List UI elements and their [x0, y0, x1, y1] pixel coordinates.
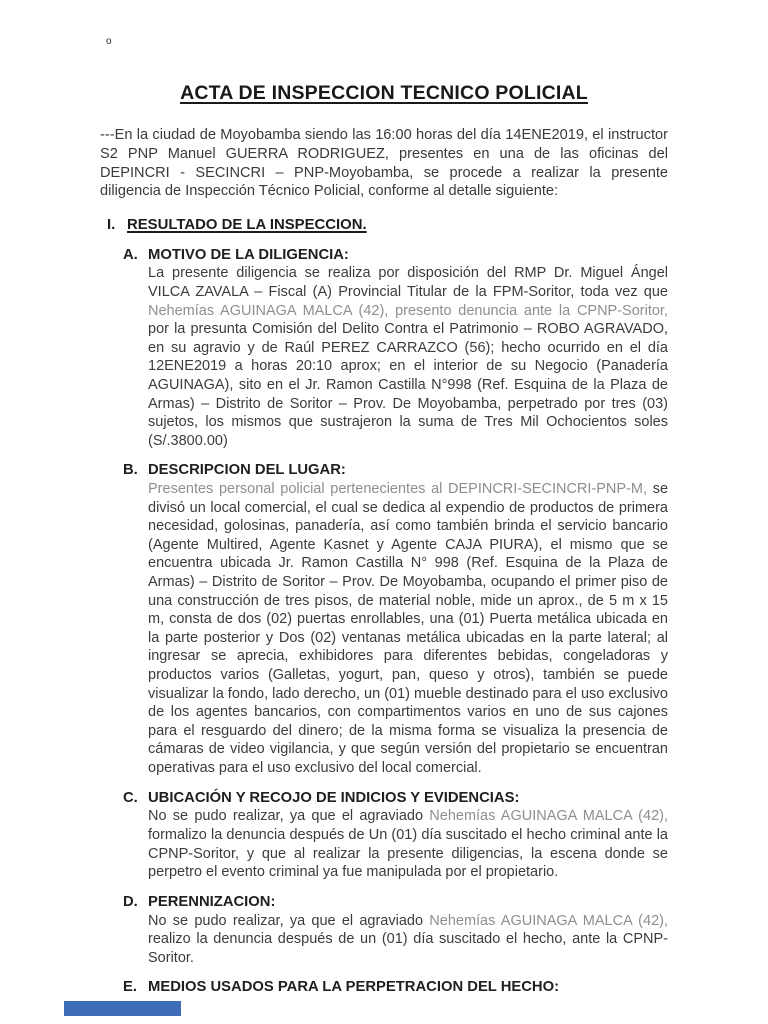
- item-body: [148, 480, 668, 778]
- body-text: se divisó un local comercial, el cual se dedica al expendio de productos de primera necesidad, golosinas, panadería, así como también brinda el servicio bancario (Agente Multired, Agente Kasnet y Agente CAJA PIURA), el mismo que se encuentra ubicada Jr. Ramon Castilla N° 998 (Ref. Esquina de la Plaza de Armas) – Distrito de Soritor – Prov. De Moyobamba, ocupando el primer piso de una construcción de tres pisos, de material noble, mide un aprox., de 5 m x 15 m, consta de dos (02) puertas enrollables, una (01) Puerta metálica ubicada en la parte posterior y Dos (02) ventanas metálica ubicadas en la parte lateral; al ingresar se aprecia, exhibidores para diferentes bebidas, congeladoras y productos varios (Galletas, yogurt, pan, queso y otros), también se puede visualizar la fondo, lado derecho, un (01) mueble destinado para el uso exclusivo de los agentes bancarios, con compartimentos varios en uno de sus cajones para el resguardo del dinero; de la misma forma se visualiza la presencia de cámaras de video vigilancia, y que según versión del propietario se encuentran operativas para el uso exclusivo del local comercial.: [148, 481, 669, 777]
- item-body: [148, 264, 668, 450]
- item-heading: [123, 789, 668, 808]
- item-heading: [123, 978, 668, 997]
- item-heading-text: MOTIVO DE LA DILIGENCIA:: [148, 246, 349, 263]
- body-text: realizo la denuncia después de un (01) día suscitado el hecho, ante la CPNP-Soritor.: [148, 931, 668, 966]
- degree-mark: o: [106, 36, 112, 47]
- body-text: No se pudo realizar, ya que el agraviado: [148, 912, 430, 929]
- item-heading-text: DESCRIPCION DEL LUGAR:: [148, 462, 346, 479]
- section-heading-resultado: [107, 216, 668, 235]
- body-text-faded: Nehemías AGUINAGA MALCA (42), presento denuncia ante la CPNP-Soritor,: [148, 302, 668, 319]
- document-title: ACTA DE INSPECCION TECNICO POLICIAL: [180, 82, 588, 104]
- item-letter: E.: [123, 979, 137, 996]
- section-item: [123, 246, 668, 451]
- item-heading-text: PERENNIZACION:: [148, 893, 276, 910]
- body-text: por la presunta Comisión del Delito Contra el Patrimonio – ROBO AGRAVADO, en su agravio y de Raúl PEREZ CARRAZCO (56); hecho ocurrido en el día 12ENE2019 a horas 20:10 aprox; en el interior de su Negocio (Panadería AGUINAGA), sito en el Jr. Ramon Castilla N°998 (Ref. Esquina de la Plaza de Armas) – Distrito de Soritor – Prov. De Moyobamba, perpetrado por tres (03) sujetos, los mismos que sustrajeron la suma de Tres Mil Ochocientos soles (S/.3800.00): [148, 321, 668, 449]
- body-text-faded: Presentes personal policial pertenecientes al DEPINCRI-SECINCRI-PNP-M,: [148, 481, 648, 498]
- item-letter: A.: [123, 246, 138, 263]
- section-item: [123, 978, 668, 997]
- body-text: No se pudo realizar, ya que el agraviado: [148, 808, 430, 825]
- section-item: [123, 893, 668, 968]
- item-heading-text: MEDIOS USADOS PARA LA PERPETRACION DEL HECHO:: [148, 979, 560, 996]
- section-heading-text: RESULTADO DE LA INSPECCION.: [127, 216, 367, 233]
- item-letter: D.: [123, 893, 138, 910]
- section-items: [100, 246, 668, 998]
- item-heading: [123, 893, 668, 912]
- section-number: I.: [107, 216, 116, 233]
- section-item: [123, 789, 668, 882]
- item-letter: C.: [123, 789, 138, 806]
- item-body: [148, 807, 668, 881]
- body-text: La presente diligencia se realiza por disposición del RMP Dr. Miguel Ángel VILCA ZAVALA – Fiscal (A) Provincial Titular de la FPM-Soritor, toda vez que: [148, 265, 668, 300]
- section-item: [123, 461, 668, 777]
- body-text-faded: Nehemías AGUINAGA MALCA (42),: [429, 808, 668, 825]
- body-text: formalizo la denuncia después de Un (01) día suscitado el hecho criminal ante la CPNP-Soritor, y que al realizar la presente diligencias, la escena donde se perpetro el evento criminal ya fue manipulada por el propietario.: [148, 827, 668, 881]
- item-heading: [123, 246, 668, 265]
- intro-paragraph: ---En la ciudad de Moyobamba siendo las 16:00 horas del día 14ENE2019, el instructor S2 PNP Manuel GUERRA RODRIGUEZ, presentes en una de las oficinas del DEPINCRI - SECINCRI – PNP-Moyobamba, se procede a realizar la presente diligencia de Inspección Técnico Policial, conforme al detalle siguiente:: [100, 127, 668, 200]
- item-heading: [123, 461, 668, 480]
- body-text-faded: Nehemías AGUINAGA MALCA (42),: [429, 912, 668, 929]
- item-heading-text: UBICACIÓN Y RECOJO DE INDICIOS Y EVIDENCIAS:: [148, 789, 520, 806]
- page-loading-indicator: [64, 1001, 181, 1016]
- item-body: [148, 912, 668, 968]
- item-letter: B.: [123, 462, 138, 479]
